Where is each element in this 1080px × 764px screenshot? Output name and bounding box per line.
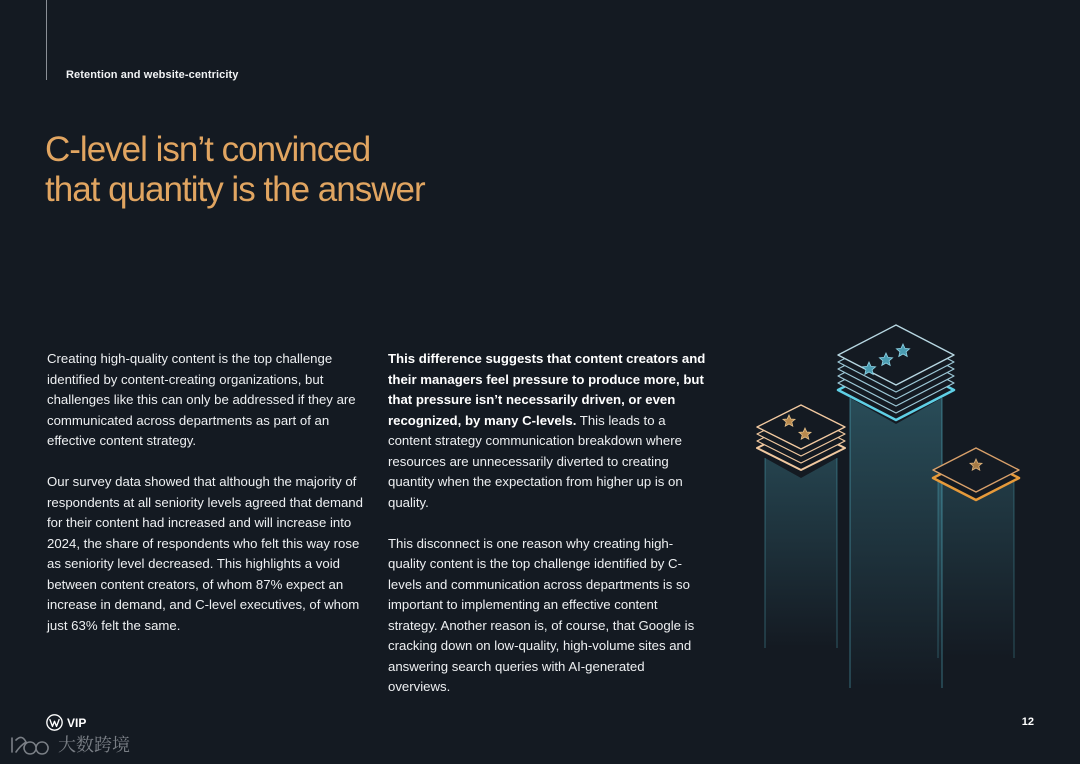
paragraph: This disconnect is one reason why creating high-quality content is the top challenge identified by C-levels and communication across departments is so important to implementing an effective content strategy. Another reason is, of course, that Google is cracking down on low-quality, high-volume sites and answering search queries with AI-generated overviews. [388, 535, 695, 694]
body-column-right [388, 349, 706, 718]
page-number: 12 [1021, 716, 1034, 728]
beam-left [765, 458, 837, 648]
paragraph-text: This leads to a content strategy communication breakdown where resources are unnecessarily diverted to creating quantity when the expectation from higher up is on quality. [388, 412, 683, 510]
paragraph: Creating high-quality content is the top challenge identified by content-creating organizations, but challenges like this can only be addressed if they are communicated across departments as part of an effective content strategy. [47, 351, 356, 448]
brand-name: VIP [67, 715, 87, 730]
body-column-left [47, 349, 372, 657]
header-divider [46, 0, 47, 80]
paragraph [388, 349, 706, 513]
paragraph: Our survey data showed that although the majority of respondents at all seniority levels agreed that demand for their content had increased and will increase into 2024, the share of respondents who felt this way rose as seniority level decreased. This highlights a void between content creators, of whom 87% expect an increase in demand, and C-level executives, of whom just 63% felt the same. [47, 474, 363, 633]
section-label: Retention and website-centricity [66, 69, 239, 81]
emphasis-text: This difference suggests that content creators and their managers feel pressure to produce more, but that pressure isn’t necessarily driven, or even recognized, by many C-levels. [388, 351, 706, 428]
title-line-1: C-level isn’t convinced [45, 130, 371, 169]
beam-middle [850, 398, 942, 688]
watermark [8, 728, 148, 762]
stacked-cards-illustration [745, 318, 1035, 738]
title-line-2: that quantity is the answer [45, 170, 425, 209]
beam-right [938, 478, 1014, 658]
card-stack-left [757, 405, 845, 470]
watermark-text: 大数跨境 [58, 735, 130, 756]
page-title [45, 130, 425, 210]
